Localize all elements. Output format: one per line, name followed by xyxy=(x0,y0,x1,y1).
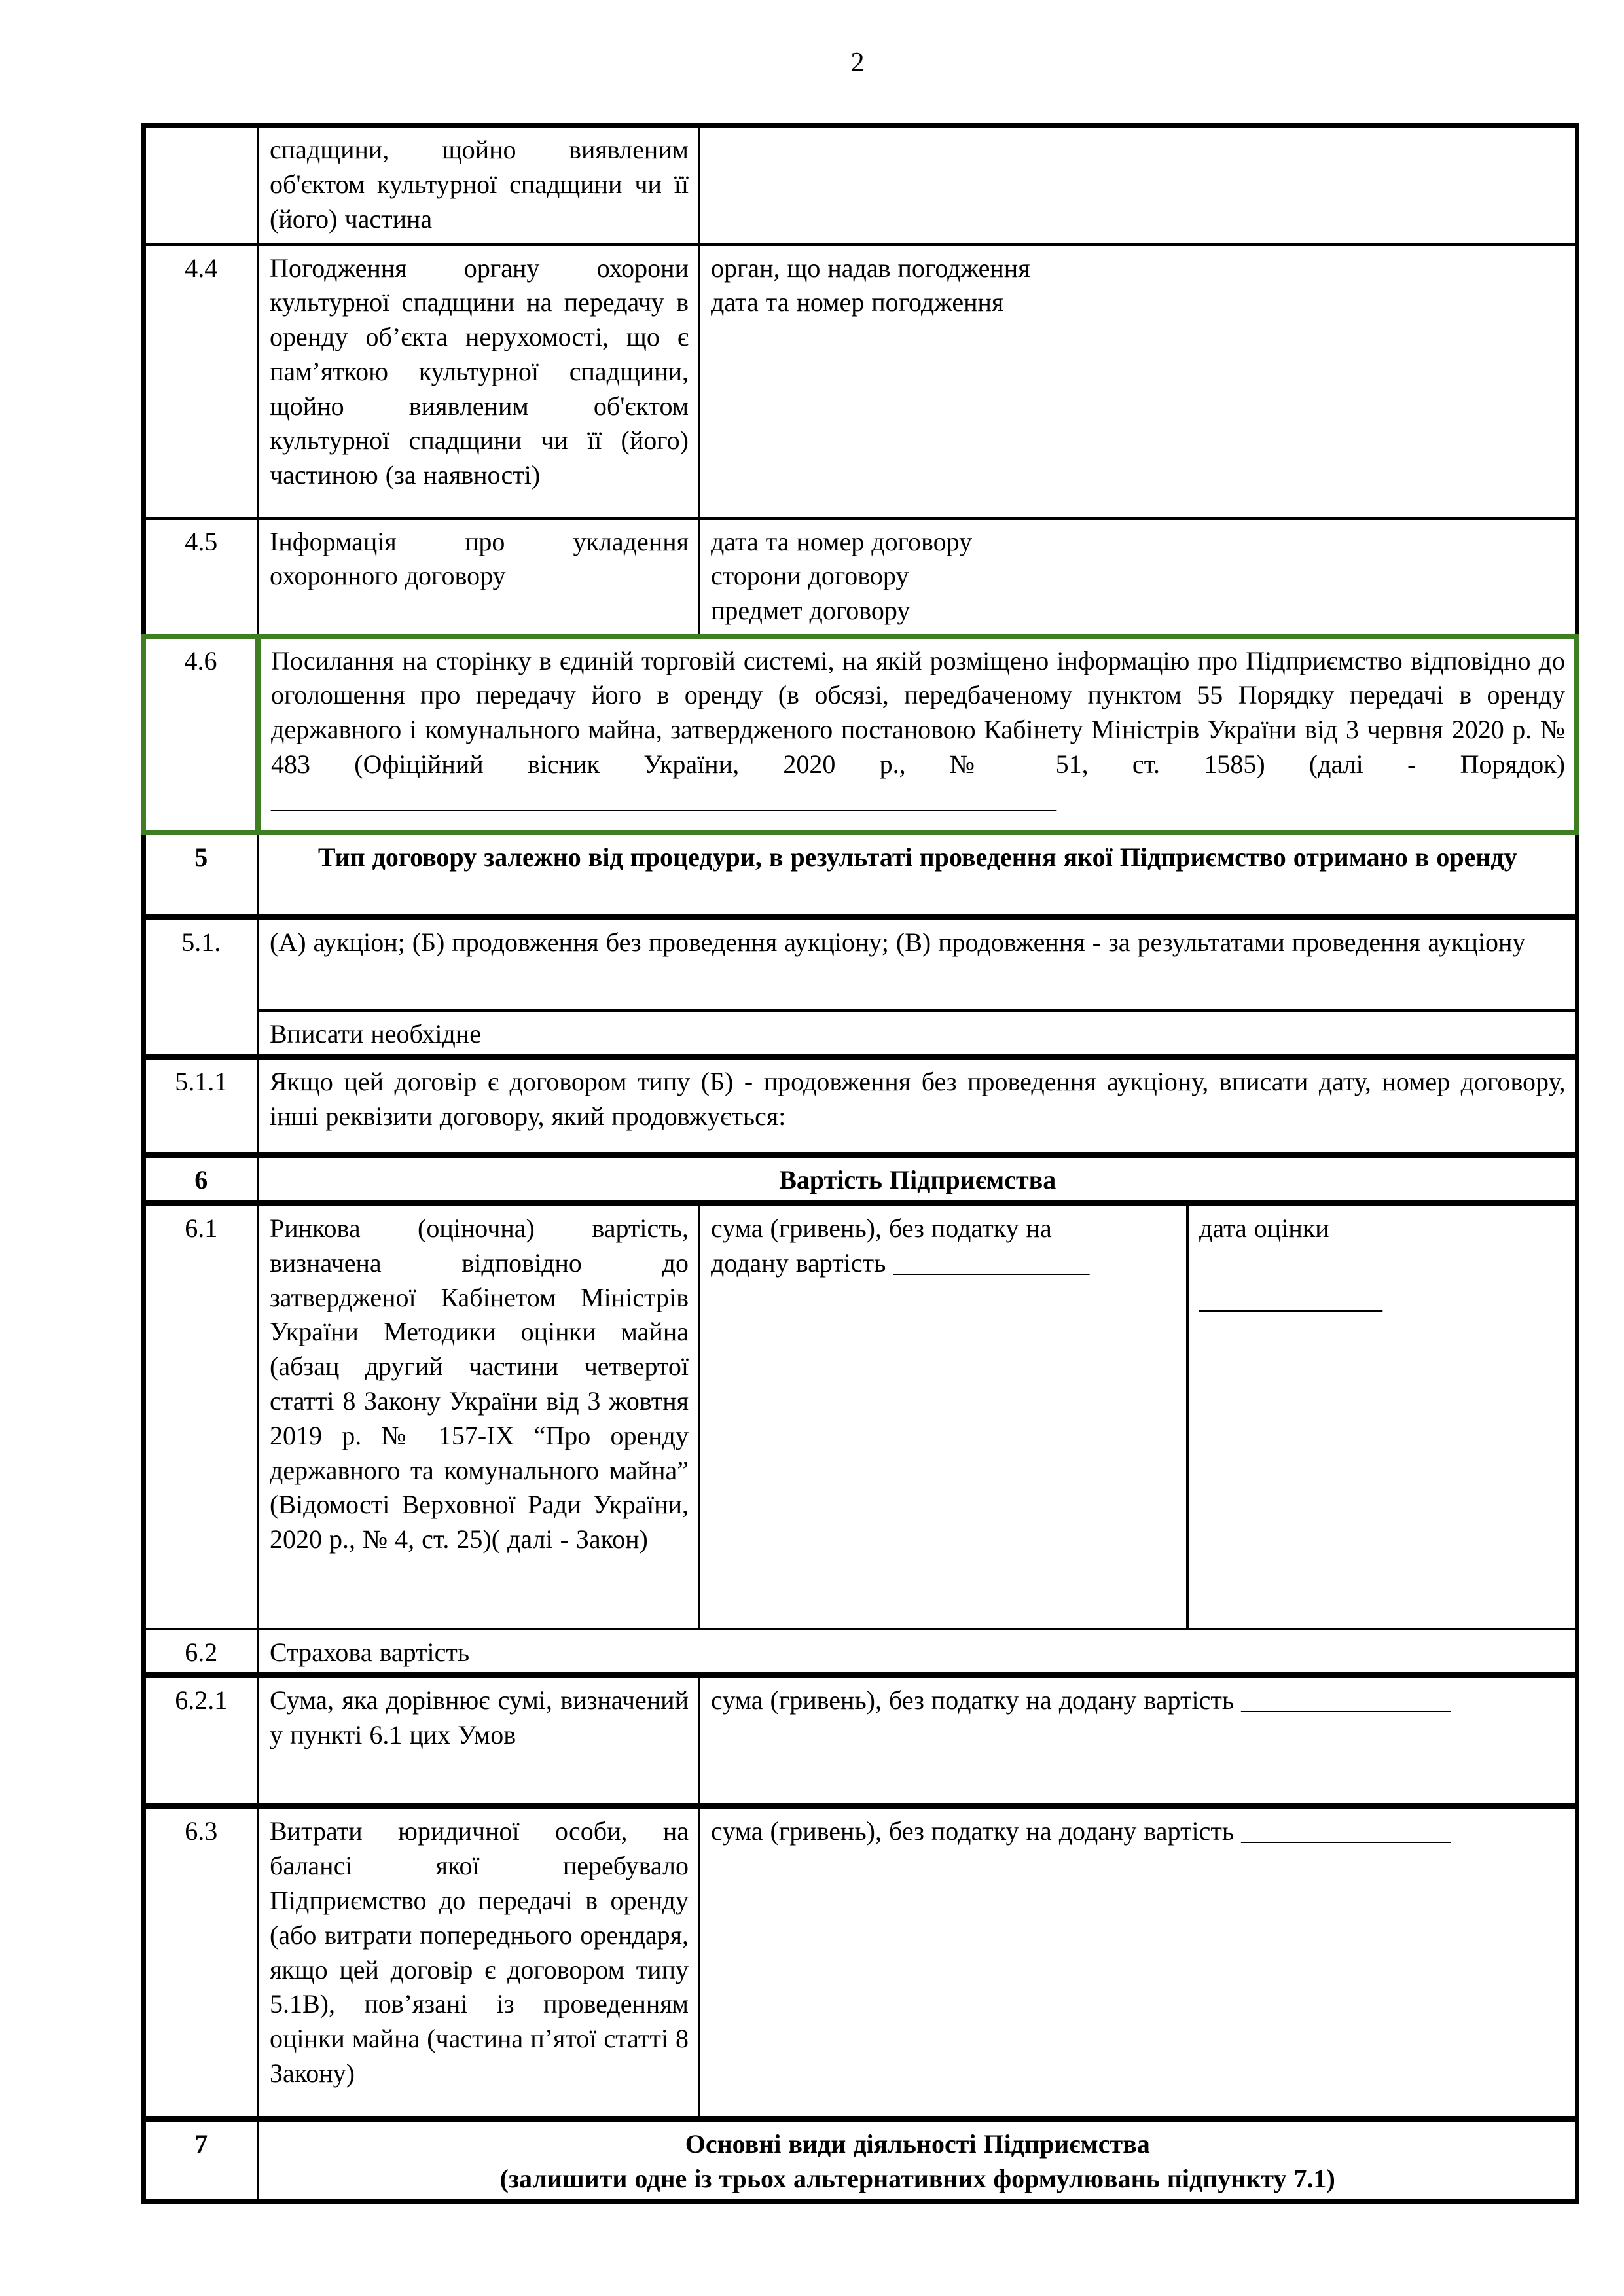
row-number-cell: 6.2 xyxy=(143,1629,258,1676)
value-line: сторони договору xyxy=(711,561,909,591)
row-number-cell: 5.1. xyxy=(143,918,258,1057)
value-date-label: дата оцінки xyxy=(1199,1213,1329,1244)
row-label-cell: Погодження органу охорони культурної спадщини на передачу в оренду об’єкта нерухомості, що є пам’яткою культурної спадщини, щойно виявленим об'єктом культурної спадщини чи її (його) частиною (за наявності) xyxy=(258,245,699,518)
row-5-section-header xyxy=(143,833,1577,918)
row-value-cell xyxy=(699,1676,1577,1806)
row-label-cell: спадщини, щойно виявленим об'єктом культурної спадщини чи її (його) частина xyxy=(258,126,699,245)
section-title-cell xyxy=(258,2119,1577,2202)
fill-in-blank: ____________________________________________________________ xyxy=(271,783,1056,814)
row-7-section-header xyxy=(143,2119,1577,2202)
value-sum-label: сума (гривень), без податку на додану вартість xyxy=(711,1213,1052,1278)
row-number-cell: 4.4 xyxy=(143,245,258,518)
fill-in-blank: ______________ xyxy=(1199,1284,1382,1314)
row-number-cell: 5.1.1 xyxy=(143,1057,258,1155)
value-sum-label: сума (гривень), без податку на додану вартість xyxy=(711,1816,1235,1846)
value-line: дата та номер погодження xyxy=(711,287,1004,317)
section-title-cell: Вартість Підприємства xyxy=(258,1155,1577,1204)
row-number-cell xyxy=(143,126,258,245)
row-6-3 xyxy=(143,1806,1577,2119)
row-text-cell: Якщо цей договір є договором типу (Б) - продовження без проведення аукціону, вписати дату, номер договору, інші реквізити договору, який продовжується: xyxy=(258,1057,1577,1155)
row-4-5 xyxy=(143,518,1577,636)
row-value-cell xyxy=(699,126,1577,245)
contract-terms-table xyxy=(141,123,1579,2204)
row-value-date-cell xyxy=(1187,1204,1577,1629)
row-5-1-1 xyxy=(143,1057,1577,1155)
row-6-1 xyxy=(143,1204,1577,1629)
value-line: орган, що надав погодження xyxy=(711,253,1030,283)
row-6-section-header xyxy=(143,1155,1577,1204)
row-5-1 xyxy=(143,918,1577,1011)
row-number-cell: 6 xyxy=(143,1155,258,1204)
row-value-cell xyxy=(699,1806,1577,2119)
row-number-cell: 6.3 xyxy=(143,1806,258,2119)
row-number-cell: 7 xyxy=(143,2119,258,2202)
section-title-line: Основні види діяльності Підприємства xyxy=(685,2129,1150,2159)
row-number-cell: 4.6 xyxy=(143,636,258,833)
value-line: предмет договору xyxy=(711,596,911,626)
row-text: Посилання на сторінку в єдиній торговій системі, на якій розміщено інформацію про Підприємство відповідно до оголошення про передачу його в оренду (в обсязі, передбаченому пунктом 55 Порядку передачі в оренду державного і комунального майна, затвердженого постановою Кабінету Міністрів України від 3 червня 2020 р. № 483 (Офіційний вісник України, 2020 р., № 51, ст. 1585) (далі - Порядок) xyxy=(271,645,1565,779)
value-line: дата та номер договору xyxy=(711,526,973,556)
row-5-1-note xyxy=(143,1011,1577,1057)
row-label-cell: Страхова вартість xyxy=(258,1629,1577,1676)
row-value-cell xyxy=(699,518,1577,636)
row-6-2 xyxy=(143,1629,1577,1676)
row-4-4 xyxy=(143,245,1577,518)
page-number: 2 xyxy=(850,48,865,78)
row-label-cell: Витрати юридичної особи, на балансі якої перебувало Підприємство до передачі в оренду (або витрати попереднього орендаря, якщо цей договір є договором типу 5.1В), пов’язані із проведенням оцінки майна (частина п’ятої статті 8 Закону) xyxy=(258,1806,699,2119)
row-6-2-1 xyxy=(143,1676,1577,1806)
row-4-3-continuation xyxy=(143,126,1577,245)
row-number-cell: 5 xyxy=(143,833,258,918)
row-label-cell: Інформація про укладення охоронного договору xyxy=(258,518,699,636)
row-text-cell: (А) аукціон; (Б) продовження без проведення аукціону; (В) продовження - за результатами проведення аукціону xyxy=(258,918,1577,1011)
row-text-cell xyxy=(258,636,1577,833)
fill-in-blank: ________________ xyxy=(1241,1816,1451,1846)
row-label-cell: Сума, яка дорівнює сумі, визначений у пункті 6.1 цих Умов xyxy=(258,1676,699,1806)
section-title-line: (залишити одне із трьох альтернативних формулювань підпункту 7.1) xyxy=(499,2164,1335,2194)
value-sum-label: сума (гривень), без податку на додану вартість xyxy=(711,1685,1235,1715)
row-value-cell xyxy=(699,245,1577,518)
row-note-cell: Вписати необхідне xyxy=(258,1011,1577,1057)
fill-in-blank: ________________ xyxy=(1241,1685,1451,1715)
row-number-cell: 4.5 xyxy=(143,518,258,636)
row-label-cell: Ринкова (оціночна) вартість, визначена відповідно до затвердженої Кабінетом Міністрів України Методики оцінки майна (абзац другий частини четвертої статті 8 Закону України від 3 жовтня 2019 р. № 157-ІХ “Про оренду державного та комунального майна” (Відомості Верховної Ради України, 2020 р., № 4, ст. 25)( далі - Закон) xyxy=(258,1204,699,1629)
section-title-cell: Тип договору залежно від процедури, в результаті проведення якої Підприємство отримано в оренду xyxy=(258,833,1577,918)
row-value-sum-cell xyxy=(699,1204,1187,1629)
fill-in-blank: _______________ xyxy=(893,1247,1090,1278)
row-number-cell: 6.2.1 xyxy=(143,1676,258,1806)
row-4-6-highlighted xyxy=(143,636,1577,833)
row-number-cell: 6.1 xyxy=(143,1204,258,1629)
